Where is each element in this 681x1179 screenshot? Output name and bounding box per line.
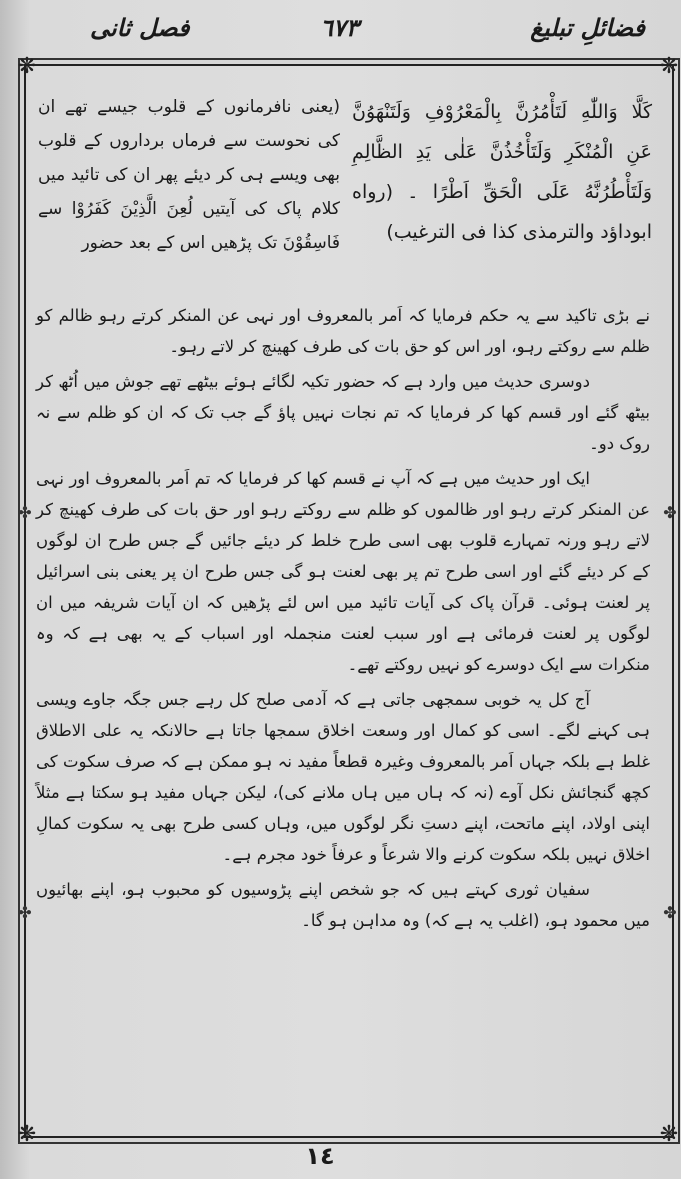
paragraph: آج کل یہ خوبی سمجھی جاتی ہے کہ آدمی صلح کل رہے جس جگہ جاوے ویسی ہی کہنے لگے۔ اسی کو کمال اور وسعت اخلاق سمجھا جاتا ہے حالانکہ یہ علی الاطلاق غلط ہے بلکہ جہاں اَمر بالمعروف وغیرہ قطعاً مفید نہ ہو ممکن ہے کہ صرف سکوت کی کچھ گنجائش نکل آوے (نہ کہ ہاں میں ہاں ملانے کی)، لیکن جہاں مفید ہو سکتا ہے مثلاً اپنی اولاد، اپنے ماتحت، اپنے دستِ نگر لوگوں میں، وہاں کسی طرح بھی یہ سکوت کمالِ اخلاق نہیں بلکہ سکوت کرنے والا شرعاً و عرفاً خود مجرم ہے۔ — [36, 690, 650, 864]
section-title: فصل ثانی — [90, 14, 190, 42]
border-ornament-icon: ✤ — [663, 903, 677, 922]
border-ornament-icon: ✤ — [18, 903, 32, 922]
hadith-arabic-text: كَلَّا وَاللّٰهِ لَتَأْمُرُنَّ بِالْمَعْرُوْفِ وَلَتَنْهَوُنَّ عَنِ الْمُنْكَرِ وَلَتَأْخُذُنَّ عَلٰى يَدِ الظَّالِمِ وَلَتَأْطُرُنَّهُ عَلَى الْحَقِّ اَطْرًا ۔ (رواه ابوداؤد والترمذی كذا فی الترغیب) — [352, 101, 652, 243]
border-ornament-icon: ✤ — [18, 503, 32, 522]
paragraph: نے بڑی تاکید سے یہ حکم فرمایا کہ اَمر بالمعروف اور نہی عن المنکر کرتے رہو ظالم کو ظلم سے روکتے رہو، اور اس کو حق بات کی طرف کھینچ کر لاتے رہو۔ — [36, 306, 650, 356]
paragraph: سفیان ثوری کہتے ہیں کہ جو شخص اپنے پڑوسیوں کو محبوب ہو، اپنے بھائیوں میں محمود ہو، (اغلب یہ ہے کہ) وہ مداہن ہو گا۔ — [36, 880, 650, 930]
corner-ornament-icon: ❋ — [659, 54, 679, 79]
paragraph: دوسری حدیث میں وارد ہے کہ حضور تکیہ لگائے ہوئے بیٹھے تھے جوش میں اُٹھ کر بیٹھ گئے اور قسم کھا کر فرمایا کہ تم نجات نہیں پاؤ گے جب تک کہ ان کو ظلم سے نہ روک دو۔ — [36, 372, 650, 453]
corner-ornament-icon: ❋ — [17, 1122, 37, 1147]
page-number: ٦٧٣ — [320, 14, 359, 42]
border-ornament-icon: ✤ — [663, 503, 677, 522]
explanatory-note: (یعنی نافرمانوں کے قلوب جیسے تھے ان کی نحوست سے فرماں برداروں کے قلوب بھی ویسے ہی کر دیئے پھر ان کی تائید میں کلام پاک کی آیتیں لُعِنَ الَّذِیْنَ كَفَرُوْا سے فَاسِقُوْنَ تک پڑھیں اس کے بعد حضور — [38, 97, 340, 253]
main-body-text — [36, 300, 650, 1100]
corner-ornament-icon: ❋ — [17, 54, 37, 79]
book-title: فضائلِ تبلیغ — [530, 14, 645, 42]
corner-ornament-icon: ❋ — [659, 1122, 679, 1147]
folio-number: ١٤ — [305, 1142, 335, 1170]
paragraph: ایک اور حدیث میں ہے کہ آپ نے قسم کھا کر فرمایا کہ تم اَمر بالمعروف اور نہی عن المنکر کرتے رہو اور ظالموں کو ظلم سے روکتے رہو اور حق بات کی طرف کھینچ کر لاتے رہو ورنہ تمہارے قلوب بھی اسی طرح خلط کر دیئے جائیں گے جس طرح ان لوگوں کے کر دیئے گئے اور اسی طرح تم پر بھی لعنت ہو گی جس طرح ان پر یعنی بنی اسرائیل پر لعنت ہوئی۔ قرآن پاک کی آیات تائید میں اس لئے پڑھیں کہ ان آیات شریفہ میں ان لوگوں پر لعنت فرمائی ہے اور سبب لعنت منجملہ اور اسباب کے یہ بھی ہے کہ وہ منکرات سے ایک دوسرے کو نہیں روکتے تھے۔ — [36, 469, 650, 674]
running-head — [30, 4, 665, 56]
